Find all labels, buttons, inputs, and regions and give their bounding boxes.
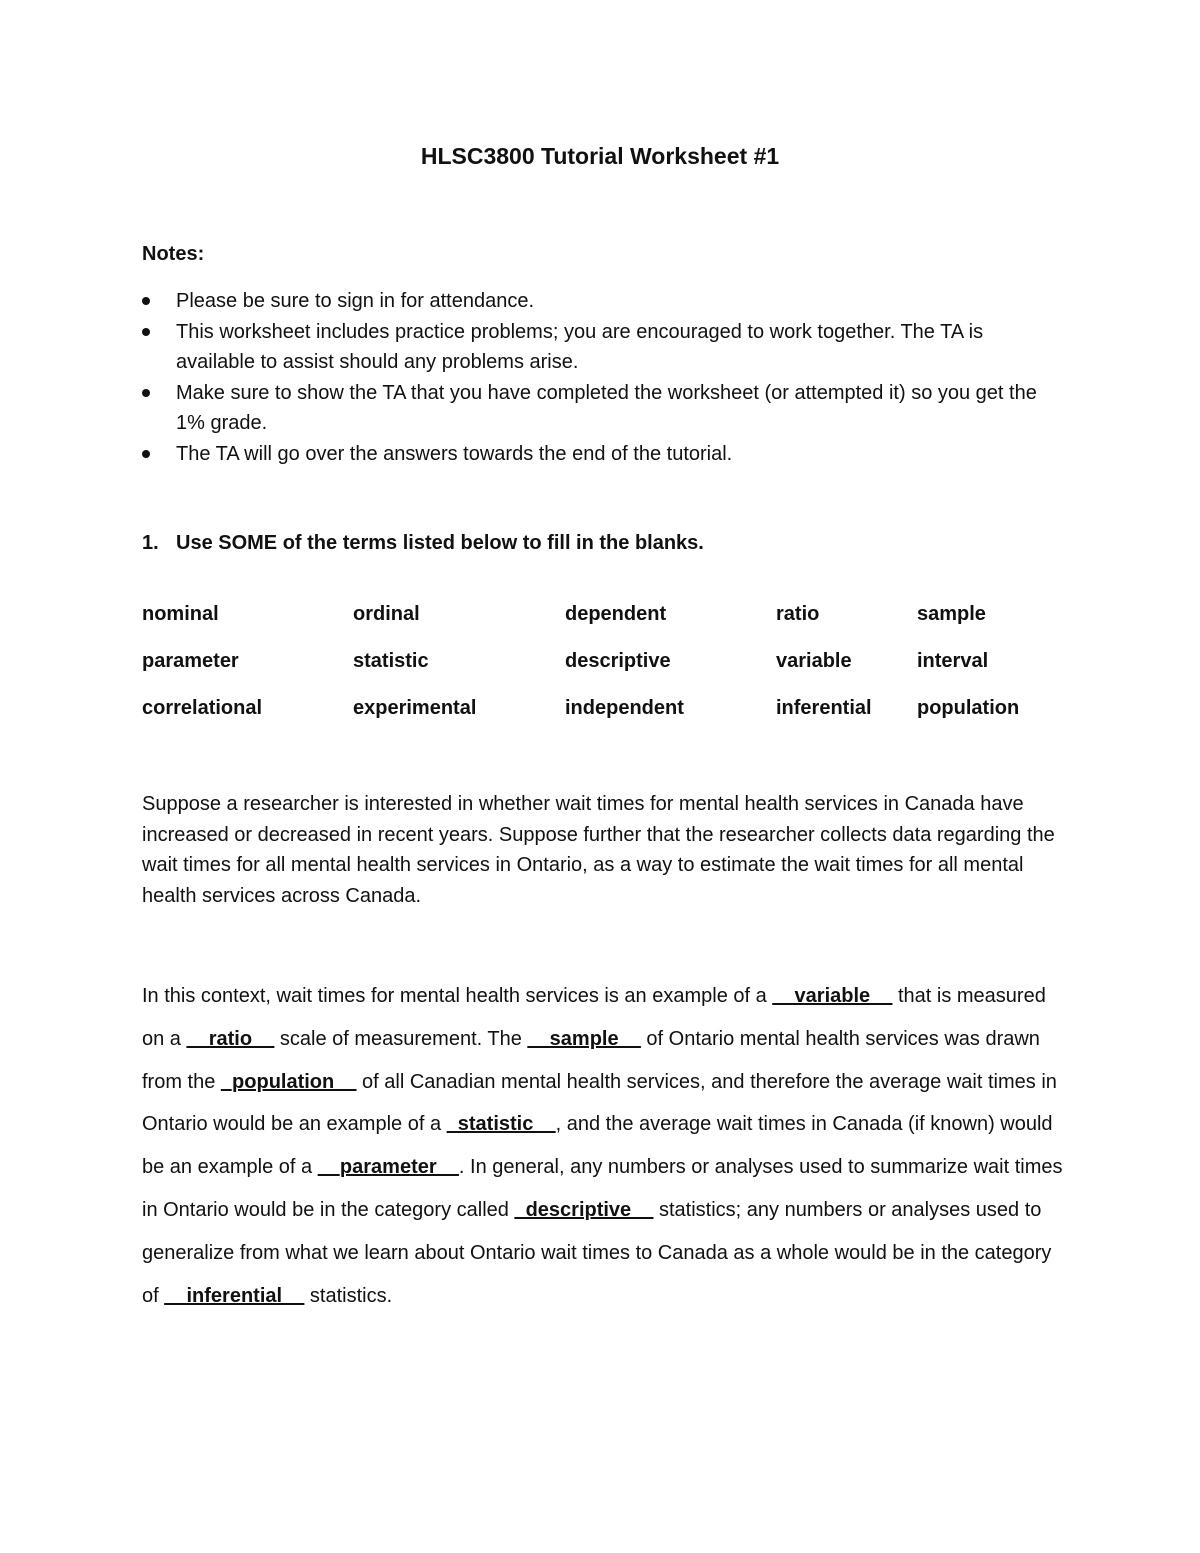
answer-text: In this context, wait times for mental health services is an example of a bbox=[142, 985, 773, 1007]
answer-text: , and the average wait times in Canada (if known) would be an example of a bbox=[142, 1113, 1053, 1179]
filled-blank: __sample__ bbox=[527, 1027, 641, 1050]
note-text: Make sure to show the TA that you have completed the worksheet (or attempted it) so you get the 1% grade. bbox=[176, 381, 1037, 434]
bullet-icon bbox=[142, 389, 150, 397]
bullet-icon bbox=[142, 328, 150, 336]
answer-text: scale of measurement. The bbox=[274, 1027, 528, 1050]
scenario-paragraph: Suppose a researcher is interested in whether wait times for mental health services in Canada have increased or decreased in recent years. Suppose further that the researcher collects data regarding the wait times for all mental health services in Ontario, as a way to estimate the wait times for all mental health services across Canada. bbox=[142, 793, 1055, 907]
answer-text: of Ontario mental health services was drawn from the bbox=[142, 1027, 1040, 1093]
filled-blank: __variable__ bbox=[772, 985, 893, 1007]
note-text: This worksheet includes practice problems; you are encouraged to work together. The TA is available to assist should any problems arise. bbox=[176, 320, 984, 373]
term: inferential bbox=[776, 697, 872, 719]
filled-blank: _descriptive__ bbox=[514, 1198, 654, 1221]
filled-blank: _population__ bbox=[220, 1070, 357, 1093]
term: population bbox=[917, 697, 1020, 719]
question-prompt: Use SOME of the terms listed below to fill in the blanks. bbox=[176, 532, 704, 554]
note-item bbox=[142, 378, 1062, 439]
term: sample bbox=[917, 603, 986, 625]
bullet-icon bbox=[142, 297, 150, 305]
note-item bbox=[142, 439, 1062, 470]
term: nominal bbox=[142, 603, 219, 625]
answer-text: statistics; any numbers or analyses used to generalize from what we learn about Ontario wait times to Canada as a whole would be in the category of bbox=[142, 1198, 1052, 1307]
answer-text: that is measured on a bbox=[142, 985, 1046, 1050]
question-number: 1. bbox=[142, 532, 159, 554]
note-item bbox=[142, 286, 1062, 317]
term: interval bbox=[917, 650, 989, 672]
term: statistic bbox=[353, 650, 429, 672]
filled-blank: __parameter__ bbox=[317, 1156, 459, 1179]
answer-text: of all Canadian mental health services, and therefore the average wait times in Ontario would be an example of a bbox=[142, 1070, 1057, 1136]
notes-heading: Notes: bbox=[142, 243, 205, 265]
filled-blank: __inferential__ bbox=[164, 1284, 305, 1307]
term: descriptive bbox=[565, 650, 671, 672]
term: correlational bbox=[142, 697, 263, 719]
note-text: Please be sure to sign in for attendance. bbox=[176, 290, 535, 312]
page-title: HLSC3800 Tutorial Worksheet #1 bbox=[420, 143, 780, 169]
term: dependent bbox=[565, 603, 667, 625]
filled-blank: _statistic__ bbox=[446, 1113, 556, 1136]
answer-text: . In general, any numbers or analyses used to summarize wait times in Ontario would be in the category called bbox=[142, 1156, 1063, 1221]
term: parameter bbox=[142, 650, 239, 672]
answer-text: statistics. bbox=[304, 1284, 393, 1307]
term: ratio bbox=[776, 603, 820, 625]
term-bank bbox=[142, 603, 1142, 744]
term: independent bbox=[565, 697, 684, 719]
term-row bbox=[142, 603, 1142, 650]
filled-blank: __ratio__ bbox=[186, 1027, 275, 1050]
answer-paragraph bbox=[142, 975, 1067, 1317]
bullet-icon bbox=[142, 450, 150, 458]
term-row bbox=[142, 697, 1142, 744]
term: variable bbox=[776, 650, 852, 672]
term: ordinal bbox=[353, 603, 420, 625]
term: experimental bbox=[353, 697, 477, 719]
notes-list bbox=[142, 286, 1062, 469]
note-item bbox=[142, 317, 1062, 378]
note-text: The TA will go over the answers towards the end of the tutorial. bbox=[176, 442, 733, 465]
question-1 bbox=[142, 532, 704, 555]
term-row bbox=[142, 650, 1142, 697]
